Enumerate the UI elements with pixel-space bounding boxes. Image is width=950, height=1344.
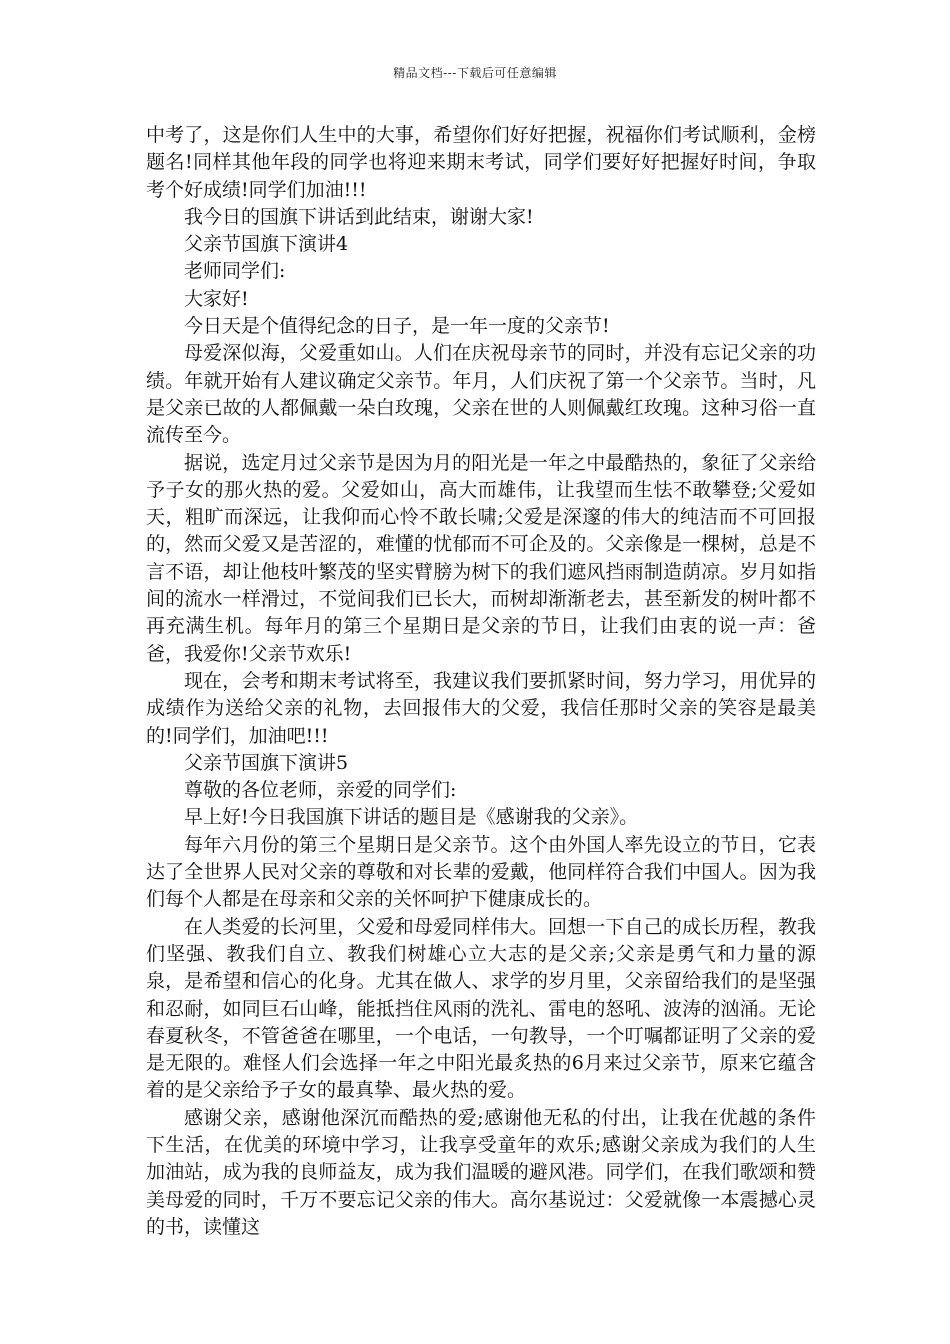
section-heading: 父亲节国旗下演讲4 (184, 233, 349, 256)
page-header: 精品文档---下载后可任意编辑 (393, 66, 557, 80)
paragraph: 老师同学们: (184, 260, 286, 283)
paragraph: 早上好!今日我国旗下讲话的题目是《感谢我的父亲》。 (184, 806, 639, 829)
paragraph: 现在，会考和期末考试将至，我建议我们要抓紧时间，努力学习，用优异的成绩作为送给父亲的礼物，去回报伟大的父爱，我信任那时父亲的笑容是最美的!同学们，加油吧!!! (146, 669, 816, 747)
paragraph: 据说，选定月过父亲节是因为月的阳光是一年之中最酷热的，象征了父亲给予子女的那火热的爱。父爱如山，高大而雄伟，让我望而生怯不敢攀登;父爱如天，粗旷而深远，让我仰而心怜不敢长啸;父爱是深邃的伟大的纯洁而不可回报的，然而父爱又是苦涩的，难懂的忧郁而不可企及的。父亲像是一棵树，总是不言不语，却让他枝叶繁茂的坚实臂膀为树下的我们遮风挡雨制造荫凉。岁月如指间的流水一样滑过，不觉间我们已长大，而树却渐渐老去，甚至新发的树叶都不再充满生机。每年月的第三个星期日是父亲的节日，让我们由衷的说一声：爸爸，我爱你!父亲节欢乐! (146, 451, 816, 665)
paragraph: 大家好! (184, 287, 249, 310)
paragraph: 我今日的国旗下讲话到此结束，谢谢大家! (184, 205, 534, 228)
section-heading: 父亲节国旗下演讲5 (184, 751, 349, 774)
paragraph: 中考了，这是你们人生中的大事，希望你们好好把握，祝福你们考试顺利，金榜题名!同样其他年段的同学也将迎来期末考试，同学们要好好把握好时间，争取考个好成绩!同学们加油!!! (146, 124, 816, 201)
paragraph: 每年六月份的第三个星期日是父亲节。这个由外国人率先设立的节日，它表达了全世界人民对父亲的尊敬和对长辈的爱戴，他同样符合我们中国人。因为我们每个人都是在母亲和父亲的关怀呵护下健康成长的。 (146, 833, 816, 911)
paragraph: 今日天是个值得纪念的日子，是一年一度的父亲节! (184, 315, 610, 338)
paragraph: 感谢父亲，感谢他深沉而酷热的爱;感谢他无私的付出，让我在优越的条件下生活，在优美的环境中学习，让我享受童年的欢乐;感谢父亲成为我们的人生加油站，成为我的良师益友，成为我们温暖的避风港。同学们，在我们歌颂和赞美母爱的同时，千万不要忘记父亲的伟大。高尔基说过：父爱就像一本震撼心灵的书，读懂这 (146, 1106, 816, 1238)
paragraph: 在人类爱的长河里，父爱和母爱同样伟大。回想一下自己的成长历程，教我们坚强、教我们自立、教我们树雄心立大志的是父亲;父亲是勇气和力量的源泉，是希望和信心的化身。尤其在做人、求学的岁月里，父亲留给我们的是坚强和忍耐，如同巨石山峰，能抵挡住风雨的洗礼、雷电的怒吼、波涛的汹涌。无论春夏秋冬，不管爸爸在哪里，一个电话，一句教导，一个叮嘱都证明了父亲的爱是无限的。难怪人们会选择一年之中阳光最炙热的6月来过父亲节，原来它蕴含着的是父亲给予子女的最真挚、最火热的爱。 (146, 915, 816, 1102)
paragraph: 尊敬的各位老师，亲爱的同学们: (184, 779, 457, 802)
paragraph: 母爱深似海，父爱重如山。人们在庆祝母亲节的同时，并没有忘记父亲的功绩。年就开始有人建议确定父亲节。年月，人们庆祝了第一个父亲节。当时，凡是父亲已故的人都佩戴一朵白玫瑰，父亲在世的人则佩戴红玫瑰。这种习俗一直流传至今。 (146, 342, 816, 447)
document-body (146, 122, 816, 1241)
